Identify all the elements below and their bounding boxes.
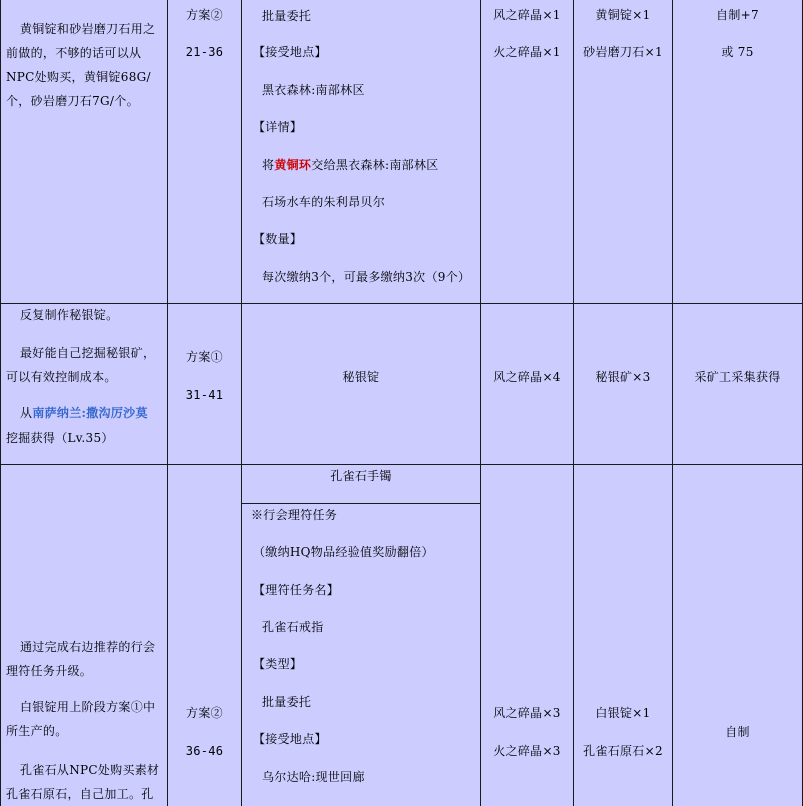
section-header: 【类型】 bbox=[253, 657, 303, 671]
note-line: NPC处购买，黄铜锭68G/ bbox=[6, 70, 151, 84]
task-line: 孔雀石戒指 bbox=[262, 620, 324, 634]
cell-divider bbox=[241, 503, 481, 504]
material: 砂岩磨刀石×1 bbox=[583, 45, 663, 59]
level-range: 21-36 bbox=[185, 45, 224, 59]
task-line: 批量委托 bbox=[262, 695, 312, 709]
section-header: 【详情】 bbox=[253, 120, 303, 134]
plan-label: 方案② bbox=[186, 8, 223, 22]
column-divider bbox=[241, 0, 242, 806]
task-detail: 石场水车的朱利昂贝尔 bbox=[262, 195, 386, 209]
level-range: 36-46 bbox=[185, 744, 224, 758]
task-line: 乌尔达哈:现世回廊 bbox=[262, 770, 365, 784]
crystal: 风之碎晶×4 bbox=[493, 370, 561, 384]
note-line: 个，砂岩磨刀石7G/个。 bbox=[6, 94, 139, 108]
material: 孔雀石原石×2 bbox=[583, 744, 663, 758]
note-line: 通过完成右边推荐的行会 bbox=[20, 640, 156, 654]
source: 自制 bbox=[725, 725, 750, 739]
level-range: 31-41 bbox=[185, 388, 224, 402]
task-line: ※行会理符任务 bbox=[251, 508, 338, 522]
material: 白银锭×1 bbox=[595, 706, 651, 720]
note-line: 最好能自己挖掘秘银矿， bbox=[20, 346, 156, 360]
column-divider bbox=[672, 0, 673, 806]
column-divider bbox=[167, 0, 168, 806]
task-line: （缴纳HQ物品经验值奖励翻倍） bbox=[253, 545, 434, 559]
note-line: 孔雀石原石，自己加工。孔 bbox=[6, 787, 154, 801]
row-divider bbox=[0, 464, 803, 465]
task-type: 批量委托 bbox=[262, 9, 312, 23]
section-header: 【接受地点】 bbox=[253, 732, 327, 746]
task-detail: 将黄铜环交给黑衣森林:南部林区 bbox=[262, 158, 439, 172]
note-line: 理符任务升级。 bbox=[6, 664, 93, 678]
location-link[interactable]: 南萨纳兰:撒沟厉沙莫 bbox=[32, 406, 148, 420]
note-line: 黄铜锭和砂岩磨刀石用之 bbox=[20, 22, 156, 36]
section-header: 【数量】 bbox=[253, 232, 303, 246]
source: 或 75 bbox=[721, 45, 754, 59]
material: 黄铜锭×1 bbox=[595, 8, 651, 22]
crystal: 火之碎晶×3 bbox=[493, 744, 561, 758]
item-highlight: 黄铜环 bbox=[274, 158, 312, 172]
note-line: 挖掘获得（Lv.35） bbox=[6, 431, 114, 445]
note-line: 前做的，不够的话可以从 bbox=[6, 46, 142, 60]
source: 采矿工采集获得 bbox=[694, 370, 781, 384]
crystal: 风之碎晶×1 bbox=[493, 8, 561, 22]
product-name: 孔雀石手镯 bbox=[330, 469, 392, 483]
column-divider bbox=[480, 0, 481, 806]
material: 秘银矿×3 bbox=[595, 370, 651, 384]
note-line: 可以有效控制成本。 bbox=[6, 370, 117, 384]
section-header: 【理符任务名】 bbox=[253, 583, 340, 597]
note-line: 白银锭用上阶段方案①中 bbox=[20, 700, 156, 714]
row-divider bbox=[0, 303, 803, 304]
plan-label: 方案① bbox=[186, 350, 223, 364]
plan-label: 方案② bbox=[186, 706, 223, 720]
note-line: 反复制作秘银锭。 bbox=[20, 308, 119, 322]
source: 自制+7 bbox=[716, 8, 759, 22]
crystal: 风之碎晶×3 bbox=[493, 706, 561, 720]
task-place: 黑衣森林:南部林区 bbox=[262, 83, 365, 97]
note-line: 所生产的。 bbox=[6, 724, 68, 738]
table-border-left bbox=[0, 0, 1, 806]
task-quantity: 每次缴纳3个，可最多缴纳3次（9个） bbox=[262, 270, 471, 284]
section-header: 【接受地点】 bbox=[253, 45, 327, 59]
note-line: 孔雀石从NPC处购买素材 bbox=[20, 763, 160, 777]
crystal: 火之碎晶×1 bbox=[493, 45, 561, 59]
task-item: 秘银锭 bbox=[342, 370, 380, 384]
note-line: 从南萨纳兰:撒沟厉沙莫 bbox=[20, 406, 148, 420]
column-divider bbox=[573, 0, 574, 806]
